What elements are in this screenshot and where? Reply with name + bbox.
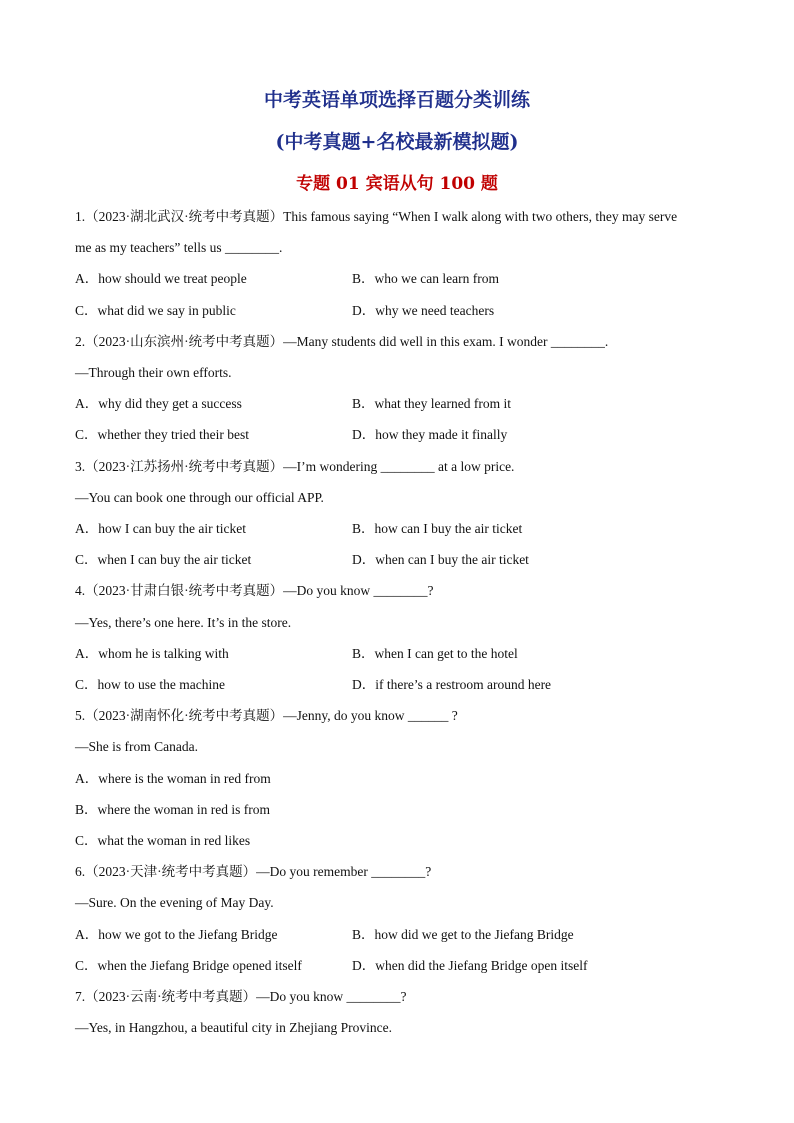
answer-line: —Through their own efforts. [75,365,232,380]
option-a: A．why did they get a success [75,396,242,411]
option-c: C．when the Jiefang Bridge opened itself [75,958,302,973]
option-c: C．what the woman in red likes [75,833,251,848]
option-a: A．where is the woman in red from [75,771,271,786]
answer-line: —Yes, in Hangzhou, a beautiful city in Zhejiang Province. [75,1020,392,1035]
option-a: A．how we got to the Jiefang Bridge [75,927,278,942]
option-d: D．why we need teachers [352,303,495,318]
question-stem: 5.（2023·湖南怀化·统考中考真题）—Jenny, do you know ______ ? [75,708,458,723]
option-d: D．how they made it finally [352,427,508,442]
option-a: A．how I can buy the air ticket [75,521,246,536]
option-b: B．what they learned from it [352,396,511,411]
answer-line: —She is from Canada. [75,739,198,754]
option-b: B．who we can learn from [352,271,499,286]
page-subtitle: (中考真题+名校最新模拟题) [275,131,519,153]
answer-line: —You can book one through our official APP. [75,490,324,505]
question-stem: 1.（2023·湖北武汉·统考中考真题）This famous saying “When I walk along with two others, they may serve [75,209,678,224]
option-d: D．if there’s a restroom around here [352,677,552,692]
question-stem: 4.（2023·甘肃白银·统考中考真题）—Do you know ________? [75,583,434,598]
answer-line: —Yes, there’s one here. It’s in the store. [75,615,292,630]
option-c: C．how to use the machine [75,677,225,692]
option-d: D．when did the Jiefang Bridge open itself [352,958,588,973]
option-b: B．how can I buy the air ticket [352,521,523,536]
option-b: B．where the woman in red is from [75,802,270,817]
page-title: 中考英语单项选择百题分类训练 [263,89,530,111]
option-b: B．when I can get to the hotel [352,646,518,661]
question-stem: 2.（2023·山东滨州·统考中考真题）—Many students did well in this exam. I wonder ________. [75,334,609,349]
question-stem: 6.（2023·天津·统考中考真题）—Do you remember ________? [75,864,432,879]
option-d: D．when can I buy the air ticket [352,552,529,567]
option-a: A．how should we treat people [75,271,247,286]
topic-heading: 专题 01 宾语从句 100 题 [296,174,498,194]
option-c: C．when I can buy the air ticket [75,552,252,567]
option-c: C．whether they tried their best [75,427,249,442]
question-stem-continued: me as my teachers” tells us ________. [75,240,283,255]
question-stem: 7.（2023·云南·统考中考真题）—Do you know ________? [75,989,407,1004]
answer-line: —Sure. On the evening of May Day. [75,895,274,910]
option-b: B．how did we get to the Jiefang Bridge [352,927,574,942]
option-a: A．whom he is talking with [75,646,229,661]
option-c: C．what did we say in public [75,303,236,318]
question-stem: 3.（2023·江苏扬州·统考中考真题）—I’m wondering ________ at a low price. [75,459,515,474]
